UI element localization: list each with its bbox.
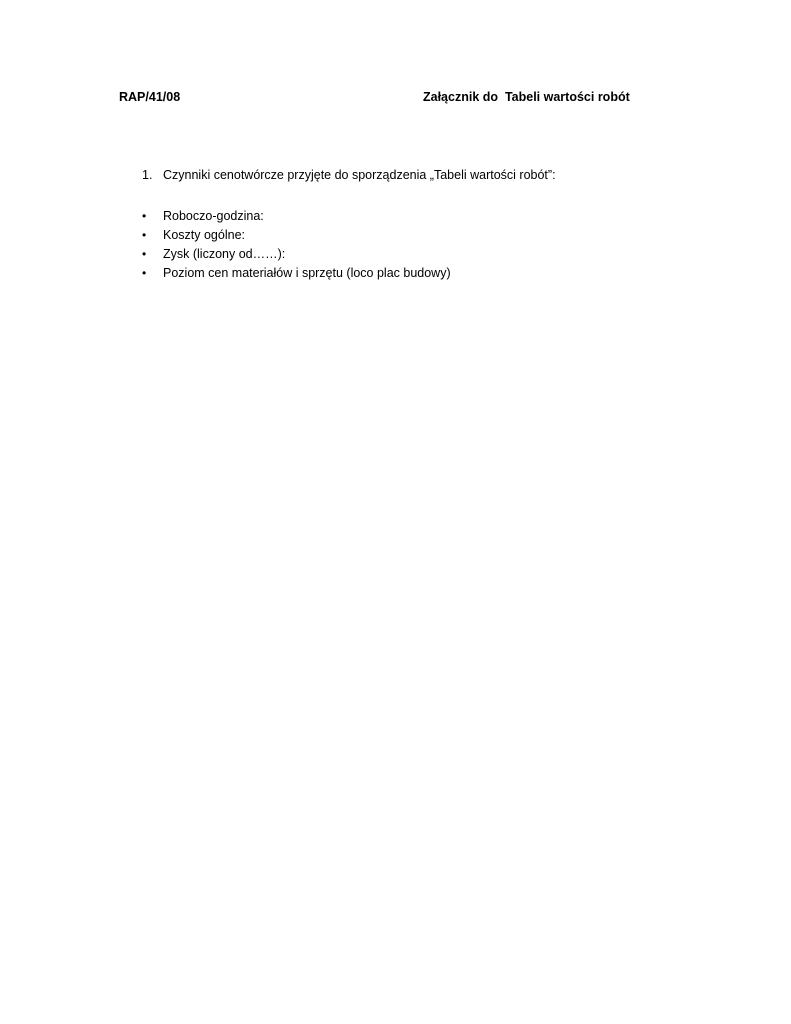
list-item-text: Poziom cen materiałów i sprzętu (loco plac budowy) xyxy=(163,266,451,280)
bullet-icon: • xyxy=(142,266,147,280)
item-text: Czynniki cenotwórcze przyjęte do sporządzenia „Tabeli wartości robót”: xyxy=(163,168,556,182)
bullet-icon: • xyxy=(142,247,147,261)
item-number: 1. xyxy=(142,168,153,182)
list-item xyxy=(142,207,451,226)
list-item-text: Koszty ogólne: xyxy=(163,228,245,242)
document-code: RAP/41/08 xyxy=(119,90,181,104)
bullet-icon: • xyxy=(142,228,147,242)
list-item-text: Zysk (liczony od……): xyxy=(163,247,286,261)
list-item xyxy=(142,245,451,264)
numbered-item xyxy=(142,168,556,182)
list-item-text: Roboczo-godzina: xyxy=(163,209,264,223)
attachment-title: Załącznik do Tabeli wartości robót xyxy=(423,90,630,104)
list-item xyxy=(142,264,451,283)
bullet-list xyxy=(142,207,451,283)
list-item xyxy=(142,226,451,245)
bullet-icon: • xyxy=(142,209,147,223)
